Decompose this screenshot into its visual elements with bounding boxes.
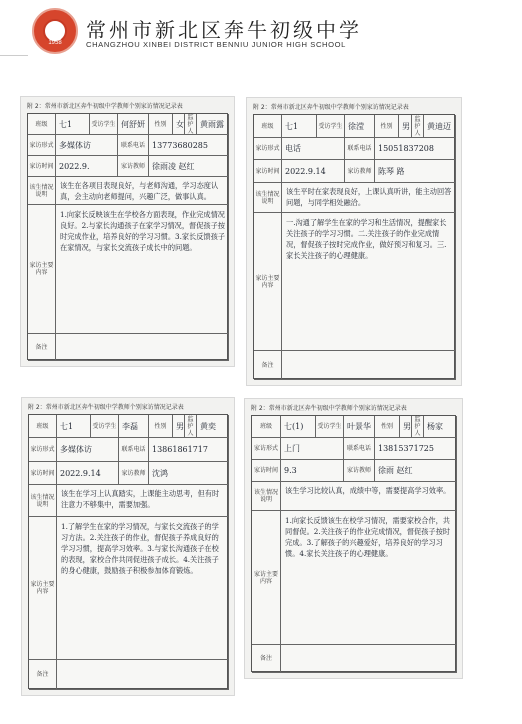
situation-value: 该生学习比较认真，成绩中等，需要提高学习效率。: [285, 486, 451, 495]
remarks-value: [284, 645, 454, 673]
school-name-en: CHANGZHOU XINBEI DISTRICT BENNIU JUNIOR HIGH SCHOOL: [86, 40, 346, 49]
situation-label: 该生情况说明: [254, 183, 282, 213]
guardian-label: 监护人: [185, 415, 197, 438]
content-label: 家访主要内容: [252, 511, 281, 645]
form-label: 家访形式: [28, 135, 56, 156]
gender-value: 男: [402, 122, 410, 131]
content-value: 1.向家长反映该生在学校各方面表现，作业完成情况良好。2.与家长沟通孩子在家学习情况，督促孩子按时完成作业，培养良好的学习习惯。3.家长反馈孩子在家情况，与家长交流孩子成长中的问题。: [60, 210, 225, 252]
time-label: 家访时间: [28, 156, 56, 177]
class-value: 七1: [60, 422, 74, 431]
record-form-table: [251, 415, 456, 672]
school-name-cn: 常州市新北区奔牛初级中学: [86, 18, 362, 42]
situation-value: 该生在各项目表现良好，与老师沟通，学习态度认真，会主动向老师提问，兴趣广泛，做事认真。: [60, 181, 219, 201]
content-value: 1.向家长反馈该生在校学习情况，需要家校合作，共同督促。2.关注孩子的作业完成情况，督促孩子按时完成。3.了解孩子的兴趣爱好，培养良好的学习习惯。4.家长关注孩子的心理健康。: [285, 516, 450, 558]
student-value: 叶景华: [347, 422, 371, 431]
logo-year: 1958: [48, 40, 62, 46]
form-value: 多媒体访: [59, 141, 91, 150]
remarks-value: [59, 334, 226, 361]
remarks-value: [60, 660, 226, 690]
guardian-value: 杨家: [427, 422, 443, 431]
teacher-label: 家访教师: [344, 460, 375, 482]
page-header: [0, 0, 522, 62]
time-value: 9.3: [284, 466, 297, 475]
class-label: 班级: [28, 114, 56, 135]
sheet-title: 附 2：常州市新北区奔牛初级中学教师个别家访情况记录表: [253, 104, 409, 111]
remarks-label: 备注: [28, 334, 56, 361]
form-value: 电话: [285, 144, 301, 153]
situation-label: 该生情况说明: [29, 485, 57, 517]
form-label: 家访形式: [29, 438, 57, 462]
record-form-table: [28, 414, 228, 689]
sheet-title: 附 2：常州市新北区奔牛初级中学教师个别家访情况记录表: [251, 405, 407, 412]
content-value: 一.沟通了解学生在家的学习和生活情况，提醒家长关注孩子的学习习惯。二.关注孩子的作业完成情况，督促孩子按时完成作业，做好预习和复习。三.家长关注孩子的心理健康。: [286, 218, 447, 260]
teacher-value: 陈琴 路: [378, 167, 405, 176]
record-form-table: [27, 113, 228, 360]
contact-label: 联系电话: [345, 138, 375, 160]
guardian-value: 黄迪迈: [427, 122, 451, 131]
class-value: 七1: [285, 122, 299, 131]
guardian-label: 监护人: [412, 416, 424, 438]
time-value: 2022.9.14: [285, 167, 326, 176]
student-label: 受访学生: [316, 416, 344, 438]
gender-label: 性别: [375, 416, 400, 438]
time-label: 家访时间: [254, 160, 282, 183]
class-value: 七1: [59, 120, 73, 129]
content-label: 家访主要内容: [254, 213, 282, 351]
student-label: 受访学生: [91, 415, 119, 438]
situation-label: 该生情况说明: [252, 482, 281, 511]
student-label: 受访学生: [317, 115, 345, 138]
phone-value: 13815371725: [378, 444, 434, 453]
remarks-label: 备注: [252, 645, 281, 673]
visit-record-sheet: [20, 96, 235, 367]
school-logo: [32, 8, 78, 54]
header-divider: [0, 55, 28, 56]
teacher-label: 家访教师: [345, 160, 375, 183]
time-label: 家访时间: [252, 460, 281, 482]
guardian-label: 监护人: [412, 115, 424, 138]
form-value: 多媒体访: [60, 445, 92, 454]
record-form-table: [253, 114, 455, 379]
gender-value: 男: [403, 422, 411, 431]
form-value: 上门: [284, 444, 300, 453]
gender-value: 男: [176, 422, 184, 431]
content-value: 1.了解学生在家的学习情况，与家长交流孩子的学习方法。2.关注孩子的作业，督促孩子养成良好的学习习惯，提高学习效率。3.与家长沟通孩子在校的表现，家校合作共同促进孩子成长。4.关注孩子的身心健康，鼓励孩子积极参加体育锻炼。: [61, 522, 219, 575]
remarks-label: 备注: [254, 351, 282, 380]
content-label: 家访主要内容: [28, 205, 56, 334]
gender-value: 女: [176, 120, 184, 129]
situation-value: 该生平时在家表现良好，上课认真听讲，能主动回答问题，与同学相处融洽。: [286, 187, 452, 207]
visit-record-sheet: [246, 97, 462, 386]
teacher-label: 家访教师: [119, 462, 149, 485]
visit-record-sheet: [21, 397, 235, 696]
remarks-label: 备注: [29, 660, 57, 690]
teacher-label: 家访教师: [118, 156, 149, 177]
phone-value: 15051837208: [378, 144, 434, 153]
student-value: 何舒妍: [121, 120, 145, 129]
student-value: 李磊: [122, 422, 138, 431]
teacher-value: 徐雨凌 赵红: [152, 162, 195, 171]
time-value: 2022.9.: [59, 162, 90, 171]
phone-value: 13773680285: [152, 141, 208, 150]
gender-label: 性别: [149, 114, 173, 135]
guardian-value: 黄奕: [200, 422, 216, 431]
class-label: 班级: [254, 115, 282, 138]
guardian-value: 黄雨露: [200, 120, 224, 129]
sheet-title: 附 2：常州市新北区奔牛初级中学教师个别家访情况记录表: [28, 404, 184, 411]
guardian-label: 监护人: [185, 114, 197, 135]
class-value: 七(1): [284, 422, 304, 431]
phone-value: 13861861717: [152, 445, 208, 454]
gender-label: 性别: [149, 415, 173, 438]
contact-label: 联系电话: [118, 135, 149, 156]
sheet-title: 附 2：常州市新北区奔牛初级中学教师个别家访情况记录表: [27, 103, 183, 110]
contact-label: 联系电话: [344, 438, 375, 460]
teacher-value: 沈鸿: [152, 469, 168, 478]
time-value: 2022.9.14: [60, 469, 101, 478]
remarks-value: [285, 351, 453, 380]
class-label: 班级: [252, 416, 281, 438]
situation-label: 该生情况说明: [28, 177, 56, 205]
teacher-value: 徐雨 赵红: [378, 466, 413, 475]
content-label: 家访主要内容: [29, 517, 57, 660]
gender-label: 性别: [375, 115, 399, 138]
visit-record-sheet: [244, 398, 463, 679]
situation-value: 该生在学习上认真踏实，上课能主动思考，但有时注意力不够集中，需要加强。: [61, 489, 220, 509]
contact-label: 联系电话: [119, 438, 149, 462]
time-label: 家访时间: [29, 462, 57, 485]
form-label: 家访形式: [252, 438, 281, 460]
class-label: 班级: [29, 415, 57, 438]
student-value: 徐滢: [348, 122, 364, 131]
form-label: 家访形式: [254, 138, 282, 160]
student-label: 受访学生: [90, 114, 118, 135]
